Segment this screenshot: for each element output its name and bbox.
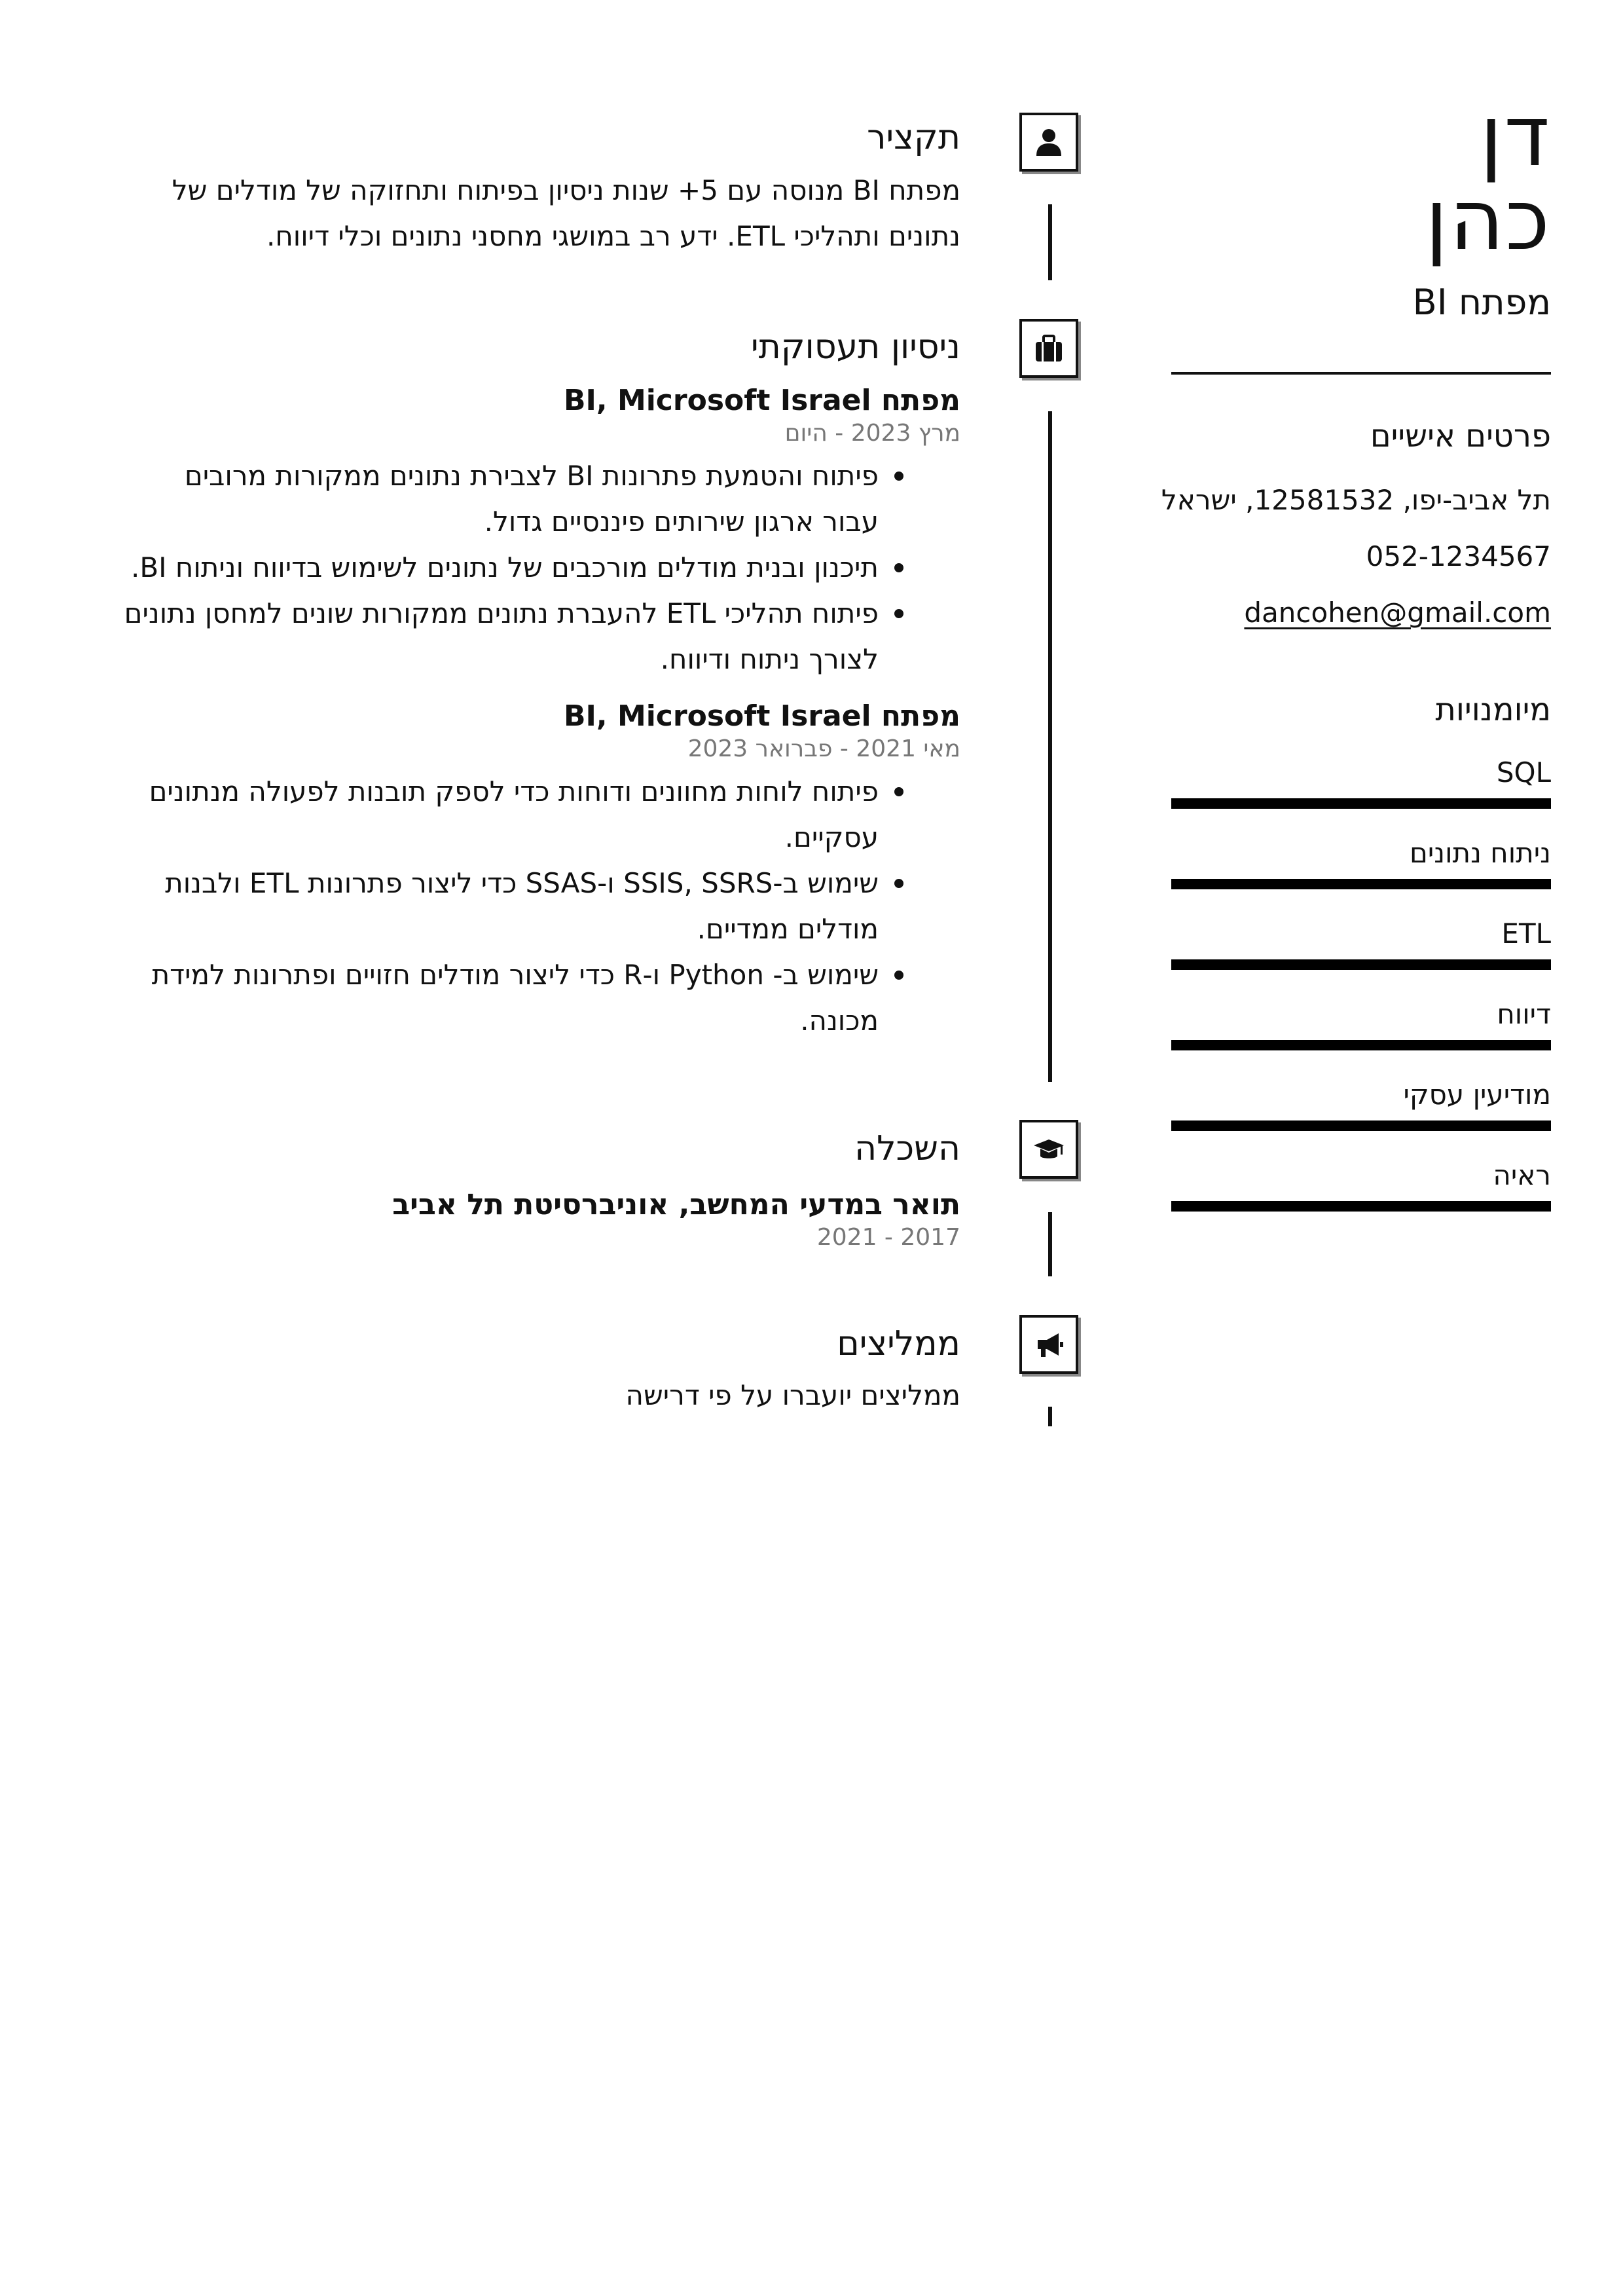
references-text: ממליצים יועברו על פי דרישה: [625, 1379, 960, 1411]
education-dates: 2017 - 2021: [816, 1224, 960, 1251]
timeline-line: [1048, 411, 1052, 1082]
person-icon: [1019, 113, 1078, 172]
list-item: שימוש ב-SSIS, SSRS ו-SSAS כדי ליצור פתרונות ETL ולבנות מודלים ממדיים.: [122, 861, 879, 952]
skill-item: [1171, 837, 1551, 889]
list-item: פיתוח תהליכי ETL להעברת נתונים ממקורות שונים למחסן נתונים לצורך ניתוח ודיווח.: [122, 591, 879, 682]
skill-label: ETL: [1501, 917, 1551, 950]
references-heading: ממליצים: [837, 1324, 960, 1363]
education-heading: השכלה: [854, 1129, 960, 1168]
skills-heading: מיומנויות: [1435, 692, 1551, 728]
sidebar-divider: [1171, 372, 1551, 375]
list-item: פיתוח לוחות מחוונים ודוחות כדי לספק תובנות לפעולה מנתונים עסקיים.: [122, 769, 879, 861]
summary-section: [122, 118, 960, 259]
list-item: פיתוח והטמעת פתרונות BI לצבירת נתונים ממקורות מרובים עבור ארגון שירותים פיננסיים גדול.: [122, 453, 879, 545]
education-section: [122, 1129, 960, 1252]
megaphone-icon: [1019, 1315, 1078, 1374]
address-text: תל אביב-יפו, 12581532, ישראל: [1161, 484, 1551, 516]
list-item: שימוש ב- Python ו-R כדי ליצור מודלים חזויים ופתרונות למידת מכונה.: [122, 952, 879, 1044]
job-title-company: מפתח BI, Microsoft Israel: [564, 384, 960, 417]
job-dates: מאי 2021 - פברואר 2023: [687, 735, 960, 762]
skill-label: ראיה: [1493, 1159, 1551, 1191]
experience-heading: ניסיון תעסוקתי: [750, 327, 960, 367]
degree-title: תואר במדעי המחשב, אוניברסיטת תל אביב: [392, 1188, 960, 1221]
skill-level-bar: [1171, 1040, 1551, 1050]
job-entry: [122, 382, 960, 682]
skill-level-bar: [1171, 879, 1551, 889]
skill-level-bar: [1171, 959, 1551, 970]
skill-item: [1171, 1079, 1551, 1131]
list-item: תיכנון ובנית מודלים מורכבים של נתונים לשימוש בדיווח וניתוח BI.: [122, 545, 879, 591]
job-bullets: [122, 769, 960, 1044]
timeline-line: [1048, 1407, 1052, 1426]
skill-label: SQL: [1496, 756, 1551, 788]
skill-level-bar: [1171, 798, 1551, 809]
candidate-name: [1425, 88, 1551, 269]
job-dates: מרץ 2023 - היום: [784, 420, 960, 447]
experience-section: [122, 327, 960, 1044]
job-bullets: [122, 453, 960, 682]
briefcase-icon: [1019, 319, 1078, 378]
skill-level-bar: [1171, 1120, 1551, 1131]
skill-level-bar: [1171, 1201, 1551, 1212]
job-entry: [122, 698, 960, 1044]
graduation-cap-icon: [1019, 1120, 1078, 1179]
timeline-line: [1048, 204, 1052, 280]
skill-item: [1171, 1159, 1551, 1212]
skill-item: [1171, 917, 1551, 970]
skill-item: [1171, 998, 1551, 1050]
first-name: דן: [1480, 88, 1551, 185]
phone-text: 052-1234567: [1366, 540, 1551, 572]
references-section: [122, 1324, 960, 1418]
job-title: מפתח BI: [1412, 282, 1551, 323]
summary-text: מפתח BI מנוסה עם 5+ שנות ניסיון בפיתוח ותחזוקה של מודלים של נתונים ותהליכי ETL. ידע רב במושגי מחסני נתונים וכלי דיווח.: [172, 174, 960, 252]
email-link[interactable]: dancohen@gmail.com: [1244, 597, 1551, 629]
skill-label: דיווח: [1497, 998, 1551, 1030]
summary-heading: תקציר: [867, 118, 960, 157]
last-name: כהן: [1425, 172, 1551, 269]
job-title-company: מפתח BI, Microsoft Israel: [564, 699, 960, 733]
skill-label: מודיעין עסקי: [1403, 1079, 1551, 1111]
skill-label: ניתוח נתונים: [1410, 837, 1551, 869]
timeline-line: [1048, 1212, 1052, 1276]
skill-item: [1171, 756, 1551, 809]
personal-details-heading: פרטים אישיים: [1370, 418, 1551, 454]
